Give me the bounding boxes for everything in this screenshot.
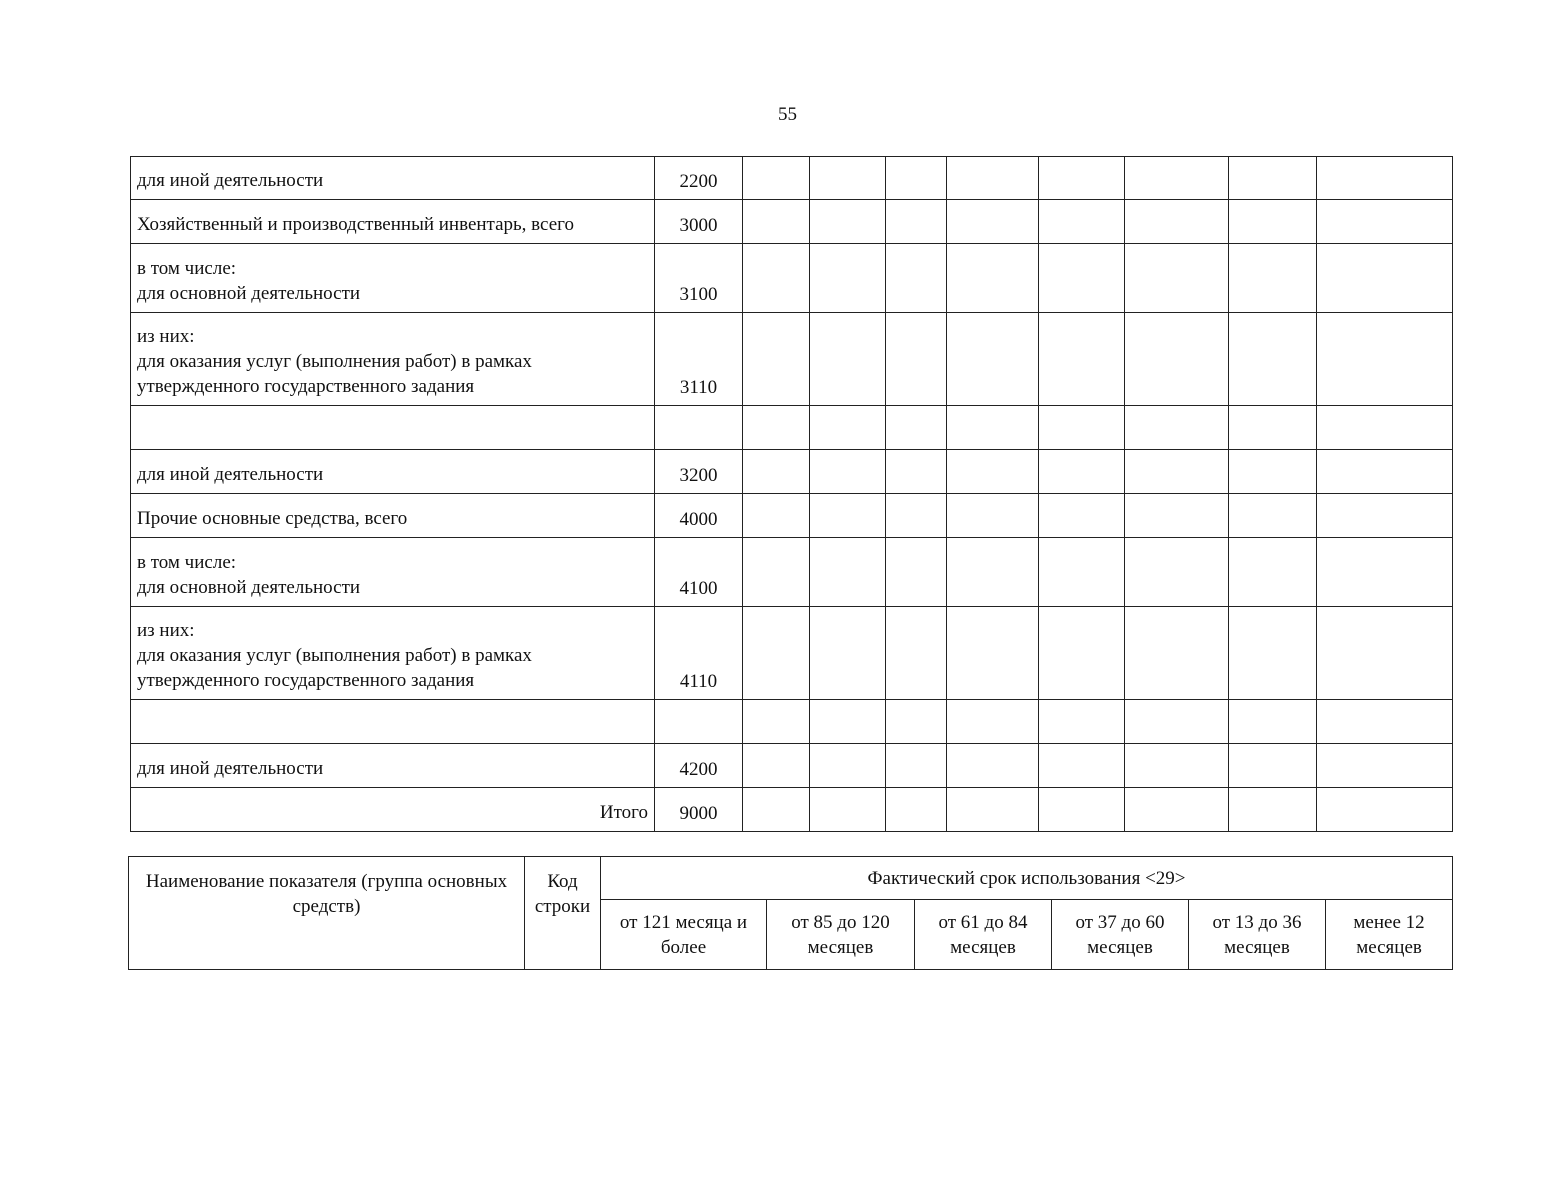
row-label-line: утвержденного государственного задания <box>137 670 475 691</box>
empty-cell <box>743 700 810 744</box>
empty-cell <box>810 744 886 788</box>
empty-cell <box>947 313 1039 406</box>
row-code: 2200 <box>655 157 743 200</box>
table-row <box>131 200 1453 244</box>
empty-cell <box>947 406 1039 450</box>
row-code: 3100 <box>655 244 743 313</box>
empty-cell <box>1317 607 1453 700</box>
row-label-line: в том числе: <box>137 552 237 573</box>
empty-cell <box>1317 406 1453 450</box>
empty-cell <box>743 494 810 538</box>
empty-cell <box>810 450 886 494</box>
table-row <box>131 406 1453 450</box>
empty-cell <box>1039 700 1125 744</box>
period-121-plus-header: от 121 месяца и более <box>601 900 767 970</box>
empty-cell <box>810 200 886 244</box>
row-label-line: Хозяйственный и производственный инвентарь, всего <box>137 214 574 235</box>
row-label-line: Итого <box>599 802 648 823</box>
table-row <box>131 700 1453 744</box>
period-under-12-header: менее 12 месяцев <box>1326 900 1453 970</box>
usage-period-header-table <box>128 856 1453 970</box>
row-label <box>131 244 655 313</box>
row-label <box>131 313 655 406</box>
assets-table <box>130 156 1453 832</box>
row-label-line: из них: <box>137 620 195 641</box>
empty-cell <box>1229 788 1317 832</box>
empty-cell <box>886 244 947 313</box>
empty-cell <box>1039 157 1125 200</box>
empty-cell <box>743 788 810 832</box>
empty-cell <box>886 538 947 607</box>
empty-cell <box>743 244 810 313</box>
row-code: 3200 <box>655 450 743 494</box>
row-label-line: для основной деятельности <box>137 283 361 304</box>
period-61-84-header: от 61 до 84 месяцев <box>915 900 1052 970</box>
row-label-line: для оказания услуг (выполнения работ) в рамках <box>137 645 532 666</box>
empty-cell <box>1229 313 1317 406</box>
empty-cell <box>810 700 886 744</box>
row-code-header: Код строки <box>525 857 601 970</box>
empty-cell <box>1039 538 1125 607</box>
table-row <box>131 744 1453 788</box>
empty-cell <box>1039 744 1125 788</box>
empty-cell <box>1229 157 1317 200</box>
row-code: 9000 <box>655 788 743 832</box>
empty-cell <box>947 607 1039 700</box>
empty-cell <box>743 450 810 494</box>
row-label-line: для оказания услуг (выполнения работ) в рамках <box>137 351 532 372</box>
empty-cell <box>743 538 810 607</box>
row-label-line: для иной деятельности <box>137 170 324 191</box>
row-label-line: для иной деятельности <box>137 758 324 779</box>
empty-cell <box>1317 157 1453 200</box>
empty-cell <box>886 406 947 450</box>
empty-cell <box>886 450 947 494</box>
empty-cell <box>1229 406 1317 450</box>
row-code: 3110 <box>655 313 743 406</box>
empty-cell <box>810 607 886 700</box>
empty-cell <box>1125 744 1229 788</box>
empty-cell <box>947 244 1039 313</box>
row-label <box>131 200 655 244</box>
empty-cell <box>947 700 1039 744</box>
empty-cell <box>1317 700 1453 744</box>
empty-cell <box>810 313 886 406</box>
empty-cell <box>743 157 810 200</box>
empty-cell <box>1317 744 1453 788</box>
empty-cell <box>886 607 947 700</box>
row-label <box>131 157 655 200</box>
row-label-line: для иной деятельности <box>137 464 324 485</box>
empty-cell <box>886 200 947 244</box>
row-label <box>131 538 655 607</box>
row-label <box>131 607 655 700</box>
empty-cell <box>1125 200 1229 244</box>
empty-cell <box>743 313 810 406</box>
empty-cell <box>1229 494 1317 538</box>
empty-cell <box>886 313 947 406</box>
empty-cell <box>1229 607 1317 700</box>
row-code <box>655 700 743 744</box>
empty-cell <box>743 607 810 700</box>
row-code <box>655 406 743 450</box>
indicator-name-header: Наименование показателя (группа основных средств) <box>129 857 525 970</box>
empty-cell <box>1125 538 1229 607</box>
empty-cell <box>1039 607 1125 700</box>
empty-cell <box>1229 244 1317 313</box>
empty-cell <box>1039 200 1125 244</box>
empty-cell <box>743 200 810 244</box>
period-13-36-header: от 13 до 36 месяцев <box>1189 900 1326 970</box>
empty-cell <box>886 788 947 832</box>
row-label <box>131 744 655 788</box>
row-label <box>131 450 655 494</box>
empty-cell <box>947 200 1039 244</box>
empty-cell <box>1125 244 1229 313</box>
empty-cell <box>1125 157 1229 200</box>
empty-cell <box>947 538 1039 607</box>
period-37-60-header: от 37 до 60 месяцев <box>1052 900 1189 970</box>
row-label <box>131 788 655 832</box>
row-code: 4110 <box>655 607 743 700</box>
empty-cell <box>1039 788 1125 832</box>
empty-cell <box>1317 313 1453 406</box>
page-number: 55 <box>778 104 797 125</box>
empty-cell <box>810 406 886 450</box>
empty-cell <box>947 157 1039 200</box>
empty-cell <box>1317 788 1453 832</box>
table-row <box>131 313 1453 406</box>
period-85-120-header: от 85 до 120 месяцев <box>767 900 915 970</box>
empty-cell <box>810 538 886 607</box>
row-code: 3000 <box>655 200 743 244</box>
table-row <box>131 538 1453 607</box>
row-label <box>131 700 655 744</box>
empty-cell <box>810 494 886 538</box>
empty-cell <box>810 788 886 832</box>
empty-cell <box>1229 744 1317 788</box>
empty-cell <box>886 157 947 200</box>
row-code: 4000 <box>655 494 743 538</box>
empty-cell <box>947 450 1039 494</box>
row-code: 4100 <box>655 538 743 607</box>
row-label <box>131 494 655 538</box>
row-label-line: утвержденного государственного задания <box>137 376 475 397</box>
empty-cell <box>1125 607 1229 700</box>
empty-cell <box>947 788 1039 832</box>
row-label-line: для основной деятельности <box>137 577 361 598</box>
empty-cell <box>1125 313 1229 406</box>
table-row <box>131 157 1453 200</box>
table-row <box>131 494 1453 538</box>
row-label <box>131 406 655 450</box>
empty-cell <box>947 744 1039 788</box>
empty-cell <box>810 157 886 200</box>
empty-cell <box>1039 313 1125 406</box>
empty-cell <box>1317 200 1453 244</box>
empty-cell <box>947 494 1039 538</box>
empty-cell <box>1317 494 1453 538</box>
assets-table-body <box>131 157 1453 832</box>
empty-cell <box>1125 700 1229 744</box>
table-row <box>131 788 1453 832</box>
empty-cell <box>1317 538 1453 607</box>
actual-usage-period-header: Фактический срок использования <29> <box>601 857 1453 900</box>
empty-cell <box>743 744 810 788</box>
empty-cell <box>1125 494 1229 538</box>
empty-cell <box>810 244 886 313</box>
empty-cell <box>1125 788 1229 832</box>
empty-cell <box>1039 494 1125 538</box>
empty-cell <box>1125 450 1229 494</box>
empty-cell <box>1039 244 1125 313</box>
empty-cell <box>1229 700 1317 744</box>
empty-cell <box>886 744 947 788</box>
table-row <box>131 244 1453 313</box>
empty-cell <box>1317 244 1453 313</box>
empty-cell <box>1229 200 1317 244</box>
empty-cell <box>886 700 947 744</box>
empty-cell <box>1317 450 1453 494</box>
row-code: 4200 <box>655 744 743 788</box>
empty-cell <box>1039 450 1125 494</box>
empty-cell <box>1229 450 1317 494</box>
empty-cell <box>1039 406 1125 450</box>
empty-cell <box>1125 406 1229 450</box>
empty-cell <box>1229 538 1317 607</box>
table-row <box>131 450 1453 494</box>
row-label-line: Прочие основные средства, всего <box>137 508 408 529</box>
empty-cell <box>886 494 947 538</box>
row-label-line: в том числе: <box>137 258 237 279</box>
empty-cell <box>743 406 810 450</box>
table-row <box>131 607 1453 700</box>
row-label-line: из них: <box>137 326 195 347</box>
